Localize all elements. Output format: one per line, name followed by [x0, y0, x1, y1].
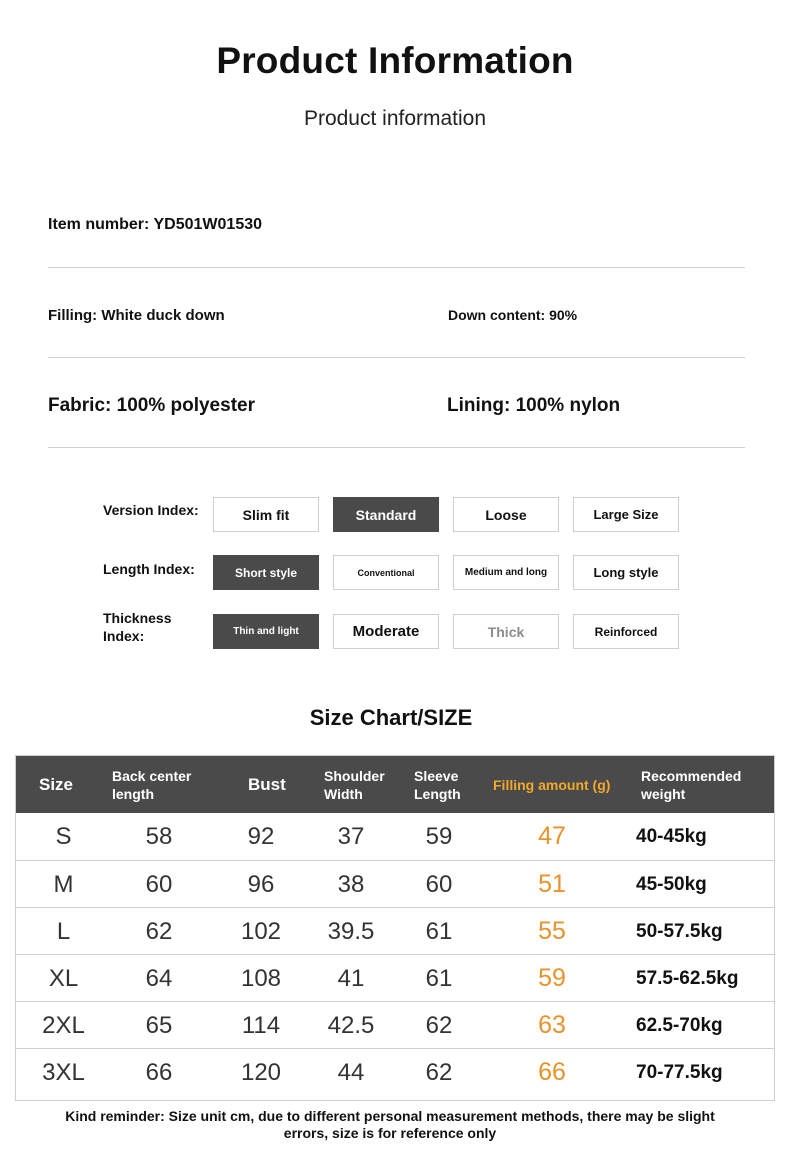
- cell-bust: 96: [247, 870, 275, 898]
- cell-filling: 63: [538, 1011, 566, 1039]
- table-row: [16, 1048, 774, 1101]
- cell-sleeve: 61: [425, 917, 453, 945]
- table-row: [16, 860, 774, 908]
- reminder-line2: errors, size is for reference only: [283, 1125, 497, 1141]
- divider: [48, 267, 745, 268]
- cell-back: 66: [145, 1058, 173, 1086]
- header-shoulder-line2: Width: [324, 785, 363, 802]
- table-row: [16, 954, 774, 1002]
- thickness-label-line2: Index:: [103, 628, 145, 644]
- thickness-label-line1: Thickness: [103, 610, 172, 626]
- divider: [48, 357, 745, 358]
- cell-weight: 57.5-62.5kg: [636, 967, 739, 989]
- header-weight-line1: Recommended: [641, 767, 742, 784]
- version-large-size-chip: Large Size: [573, 497, 679, 532]
- cell-bust: 114: [241, 1011, 281, 1039]
- length-short-style-chip: Short style: [213, 555, 319, 590]
- version-index-label: Version Index:: [103, 502, 199, 518]
- cell-shoulder: 39.5: [327, 917, 375, 945]
- page-title: Product Information: [216, 40, 574, 81]
- size-chart-header: [16, 756, 774, 813]
- cell-shoulder: 42.5: [327, 1011, 375, 1039]
- cell-filling: 59: [538, 964, 566, 992]
- cell-bust: 108: [240, 964, 282, 992]
- cell-size: M: [53, 870, 74, 898]
- cell-back: 60: [145, 870, 173, 898]
- table-row: [16, 1001, 774, 1049]
- cell-sleeve: 62: [425, 1011, 453, 1039]
- version-slim-fit-chip: Slim fit: [213, 497, 319, 532]
- length-conventional-chip: Conventional: [333, 555, 439, 590]
- cell-sleeve: 59: [425, 822, 453, 850]
- page-subtitle: Product information: [303, 107, 487, 130]
- down-content-info: Down content: 90%: [448, 307, 578, 323]
- thickness-thin-light-chip: Thin and light: [213, 614, 319, 649]
- header-sleeve-length: [414, 756, 461, 813]
- header-back-line2: length: [112, 785, 154, 802]
- lining-info: Lining: 100% nylon: [447, 395, 621, 416]
- cell-size: 2XL: [42, 1011, 85, 1039]
- header-sleeve-line1: Sleeve: [414, 767, 459, 784]
- cell-back: 62: [145, 917, 173, 945]
- fabric-info: Fabric: 100% polyester: [48, 395, 255, 416]
- length-index-label: Length Index:: [103, 561, 195, 577]
- header-filling-amount: Filling amount (g): [493, 776, 611, 793]
- cell-sleeve: 62: [425, 1058, 453, 1086]
- length-medium-long-chip: Medium and long: [453, 555, 559, 590]
- header-shoulder-width: [324, 756, 385, 813]
- reminder-line1: Kind reminder: Size unit cm, due to different personal measurement methods, there may be slight: [65, 1108, 715, 1124]
- cell-sleeve: 61: [425, 964, 453, 992]
- thickness-moderate-chip: Moderate: [333, 614, 439, 649]
- cell-bust: 102: [240, 917, 282, 945]
- kind-reminder: [40, 1108, 740, 1142]
- cell-bust: 120: [240, 1058, 282, 1086]
- size-chart-title: Size Chart/SIZE: [309, 705, 473, 730]
- cell-back: 58: [145, 822, 173, 850]
- cell-shoulder: 38: [337, 870, 365, 898]
- table-row: [16, 813, 774, 860]
- cell-size: 3XL: [42, 1058, 85, 1086]
- cell-size: S: [55, 822, 72, 850]
- cell-weight: 50-57.5kg: [636, 920, 723, 942]
- header-size: Size: [39, 774, 74, 794]
- thickness-reinforced-chip: Reinforced: [573, 614, 679, 649]
- cell-size: L: [56, 917, 71, 945]
- header-recommended-weight: [641, 756, 741, 813]
- cell-bust: 92: [247, 822, 275, 850]
- cell-weight: 40-45kg: [636, 825, 707, 847]
- divider: [48, 447, 745, 448]
- item-number: Item number: YD501W01530: [48, 216, 263, 233]
- header-back-line1: Back center: [112, 767, 192, 784]
- cell-weight: 45-50kg: [636, 873, 707, 895]
- thickness-thick-chip: Thick: [453, 614, 559, 649]
- cell-filling: 66: [538, 1058, 566, 1086]
- cell-shoulder: 37: [337, 822, 365, 850]
- filling-info: Filling: White duck down: [48, 307, 225, 324]
- cell-weight: 70-77.5kg: [636, 1061, 723, 1083]
- cell-size: XL: [48, 964, 79, 992]
- cell-sleeve: 60: [425, 870, 453, 898]
- header-sleeve-line2: Length: [414, 785, 461, 802]
- header-weight-line2: weight: [641, 785, 686, 802]
- header-bust: Bust: [248, 774, 286, 794]
- version-standard-chip: Standard: [333, 497, 439, 532]
- cell-filling: 51: [538, 870, 566, 898]
- cell-filling: 47: [538, 822, 566, 850]
- version-loose-chip: Loose: [453, 497, 559, 532]
- cell-back: 64: [145, 964, 173, 992]
- header-back-center-length: [112, 756, 191, 813]
- size-chart-table: [15, 755, 775, 1101]
- header-shoulder-line1: Shoulder: [324, 767, 385, 784]
- cell-back: 65: [145, 1011, 173, 1039]
- thickness-index-label: [103, 609, 171, 645]
- cell-filling: 55: [538, 917, 566, 945]
- cell-shoulder: 44: [337, 1058, 365, 1086]
- length-long-style-chip: Long style: [573, 555, 679, 590]
- table-row: [16, 907, 774, 955]
- cell-shoulder: 41: [337, 964, 365, 992]
- cell-weight: 62.5-70kg: [636, 1014, 723, 1036]
